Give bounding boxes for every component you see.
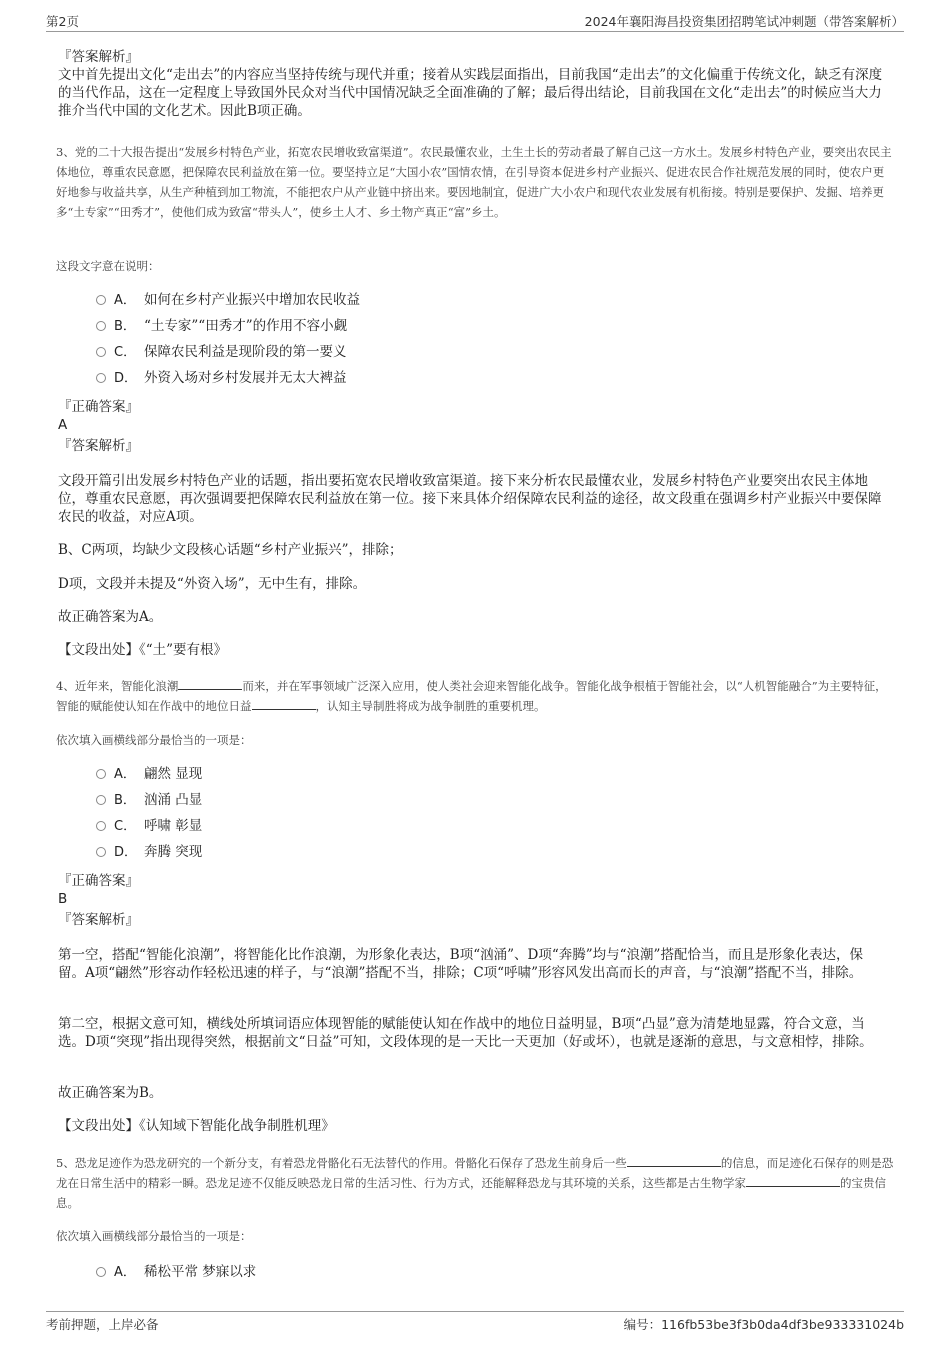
question-stem: 5、恐龙足迹作为恐龙研究的一个新分支，有着恐龙骨骼化石无法替代的作用。骨骼化石保存了恐龙生前身后一些 的信息，而足迹化石保存的则是恐龙在日常生活中的精彩一瞬。恐龙足迹不仅能反映恐龙日常的生活习性、行为方式，还能解释恐龙与其环境的关系，这些都是古生物学家 的宝贵信息。 [56, 1156, 894, 1210]
analysis-label: 『答案解析』 [58, 438, 139, 454]
analysis-text: 故正确答案为A。 [58, 609, 163, 625]
source-citation: 【文段出处】《“土”要有根》 [58, 642, 228, 658]
fill-blank [746, 1174, 840, 1187]
radio-icon[interactable] [96, 373, 106, 383]
analysis-label: 『答案解析』 [58, 912, 139, 928]
option-text: 稀松平常 梦寐以求 [144, 1264, 257, 1280]
correct-answer-label: 『正确答案』 [58, 873, 139, 889]
analysis-text: 文中首先提出文化“走出去”的内容应当坚持传统与现代并重；接着从实践层面指出，目前我国“走出去”的文化偏重于传统文化，缺乏有深度的当代作品，这在一定程度上导致国外民众对当代中国情况缺乏全面准确的了解；最后得出结论，目前我国在文化“走出去”的时候应当大力推介当代中国的文化艺术。因此B项正确。 [58, 67, 883, 119]
fill-blank [178, 677, 242, 690]
page-number: 第2页 [46, 14, 79, 29]
option-a[interactable]: A． 稀松平常 梦寐以求 [96, 1262, 256, 1282]
question-stem: 3、党的二十大报告提出“发展乡村特色产业，拓宽农民增收致富渠道”。农民最懂农业，土生土长的劳动者最了解自己这一方水土。发展乡村特色产业，要突出农民主体地位，尊重农民意愿，把保障农民利益放在第一位。要坚持立足“大国小农”国情农情，在引导资本促进乡村产业振兴、促进农民合作社规范发展的同时，使农户更好地参与收益共享，从生产种植到加工物流，不能把农户从产业链中挤出来。要因地制宜，促进广大小农户和现代农业发展有机衔接。特别是要保护、发掘、培养更多“土专家”“田秀才”，使他们成为致富“带头人”，使乡土人才、乡土物产真正“富”乡土。 [56, 145, 892, 219]
option-d[interactable]: D． 外资入场对乡村发展并无太大裨益 [96, 368, 347, 388]
analysis-text: D项，文段并未提及“外资入场”，无中生有，排除。 [58, 576, 367, 592]
analysis-text: 文段开篇引出发展乡村特色产业的话题，指出要拓宽农民增收致富渠道。接下来分析农民最懂农业，发展乡村特色产业要突出农民主体地位，尊重农民意愿，再次强调要把保障农民利益放在第一位。接下来具体介绍保障农民利益的途径，故文段重在强调乡村产业振兴中要保障农民的收益，对应A项。 [58, 473, 882, 525]
option-b[interactable]: B． 汹涌 凸显 [96, 790, 202, 810]
analysis-text: 第一空，搭配“智能化浪潮”，将智能化比作浪潮，为形象化表达，B项“汹涌”、D项“奔腾”均与“浪潮”搭配恰当，而且是形象化表达，保留。A项“翩然”形容动作轻松迅速的样子，与“浪潮”搭配不当，排除；C项“呼啸”形容风发出高而长的声音，与“浪潮”搭配不当，排除。 [58, 947, 863, 981]
option-text: 如何在乡村产业振兴中增加农民收益 [144, 292, 360, 308]
option-text: 奔腾 突现 [144, 844, 203, 860]
question-prompt: 依次填入画横线部分最恰当的一项是： [56, 1229, 252, 1243]
option-b[interactable]: B． “土专家”“田秀才”的作用不容小觑 [96, 316, 347, 336]
fill-blank [252, 697, 316, 710]
radio-icon[interactable] [96, 769, 106, 779]
correct-answer: B [58, 891, 68, 907]
radio-icon[interactable] [96, 821, 106, 831]
correct-answer-label: 『正确答案』 [58, 399, 139, 415]
correct-answer: A [58, 417, 68, 433]
document-title: 2024年襄阳海昌投资集团招聘笔试冲刺题（带答案解析） [584, 14, 904, 29]
radio-icon[interactable] [96, 321, 106, 331]
analysis-text: 第二空，根据文意可知，横线处所填词语应体现智能的赋能使认知在作战中的地位日益明显，B项“凸显”意为清楚地显露，符合文意，当选。D项“突现”指出现得突然，根据前文“日益”可知，文段体现的是一天比一天更加（好或坏），也就是逐渐的意思，与文意相悖，排除。 [58, 1016, 873, 1050]
footer-slogan: 考前押题，上岸必备 [46, 1317, 159, 1332]
option-d[interactable]: D． 奔腾 突现 [96, 842, 202, 862]
option-a[interactable]: A． 如何在乡村产业振兴中增加农民收益 [96, 290, 360, 310]
option-text: 翩然 显现 [144, 766, 203, 782]
option-a[interactable]: A． 翩然 显现 [96, 764, 202, 784]
analysis-label: 『答案解析』 [58, 49, 139, 65]
question-stem: 4、近年来，智能化浪潮 而来，并在军事领域广泛深入应用，使人类社会迎来智能化战争。智能化战争根植于智能社会，以“人机智能融合”为主要特征，智能的赋能使认知在作战中的地位日益 ，认知主导制胜将成为战争制胜的重要机理。 [56, 679, 887, 713]
option-text: 呼啸 彰显 [144, 818, 203, 834]
document-id: 编号：116fb53be3f3b0da4df3be933331024b [623, 1317, 904, 1332]
option-text: “土专家”“田秀才”的作用不容小觑 [144, 318, 348, 334]
fill-blank [627, 1154, 721, 1167]
analysis-text: 故正确答案为B。 [58, 1085, 163, 1101]
radio-icon[interactable] [96, 1267, 106, 1277]
question-prompt: 这段文字意在说明： [56, 259, 160, 273]
page-header [46, 10, 904, 32]
radio-icon[interactable] [96, 847, 106, 857]
source-citation: 【文段出处】《认知域下智能化战争制胜机理》 [58, 1118, 335, 1134]
analysis-text: B、C两项，均缺少文段核心话题“乡村产业振兴”，排除； [58, 542, 403, 558]
option-c[interactable]: C． 保障农民利益是现阶段的第一要义 [96, 342, 347, 362]
option-text: 保障农民利益是现阶段的第一要义 [144, 344, 347, 360]
radio-icon[interactable] [96, 795, 106, 805]
option-text: 汹涌 凸显 [144, 792, 203, 808]
radio-icon[interactable] [96, 347, 106, 357]
option-c[interactable]: C． 呼啸 彰显 [96, 816, 202, 836]
question-prompt: 依次填入画横线部分最恰当的一项是： [56, 733, 252, 747]
radio-icon[interactable] [96, 295, 106, 305]
option-text: 外资入场对乡村发展并无太大裨益 [144, 370, 347, 386]
page-footer [46, 1311, 904, 1337]
